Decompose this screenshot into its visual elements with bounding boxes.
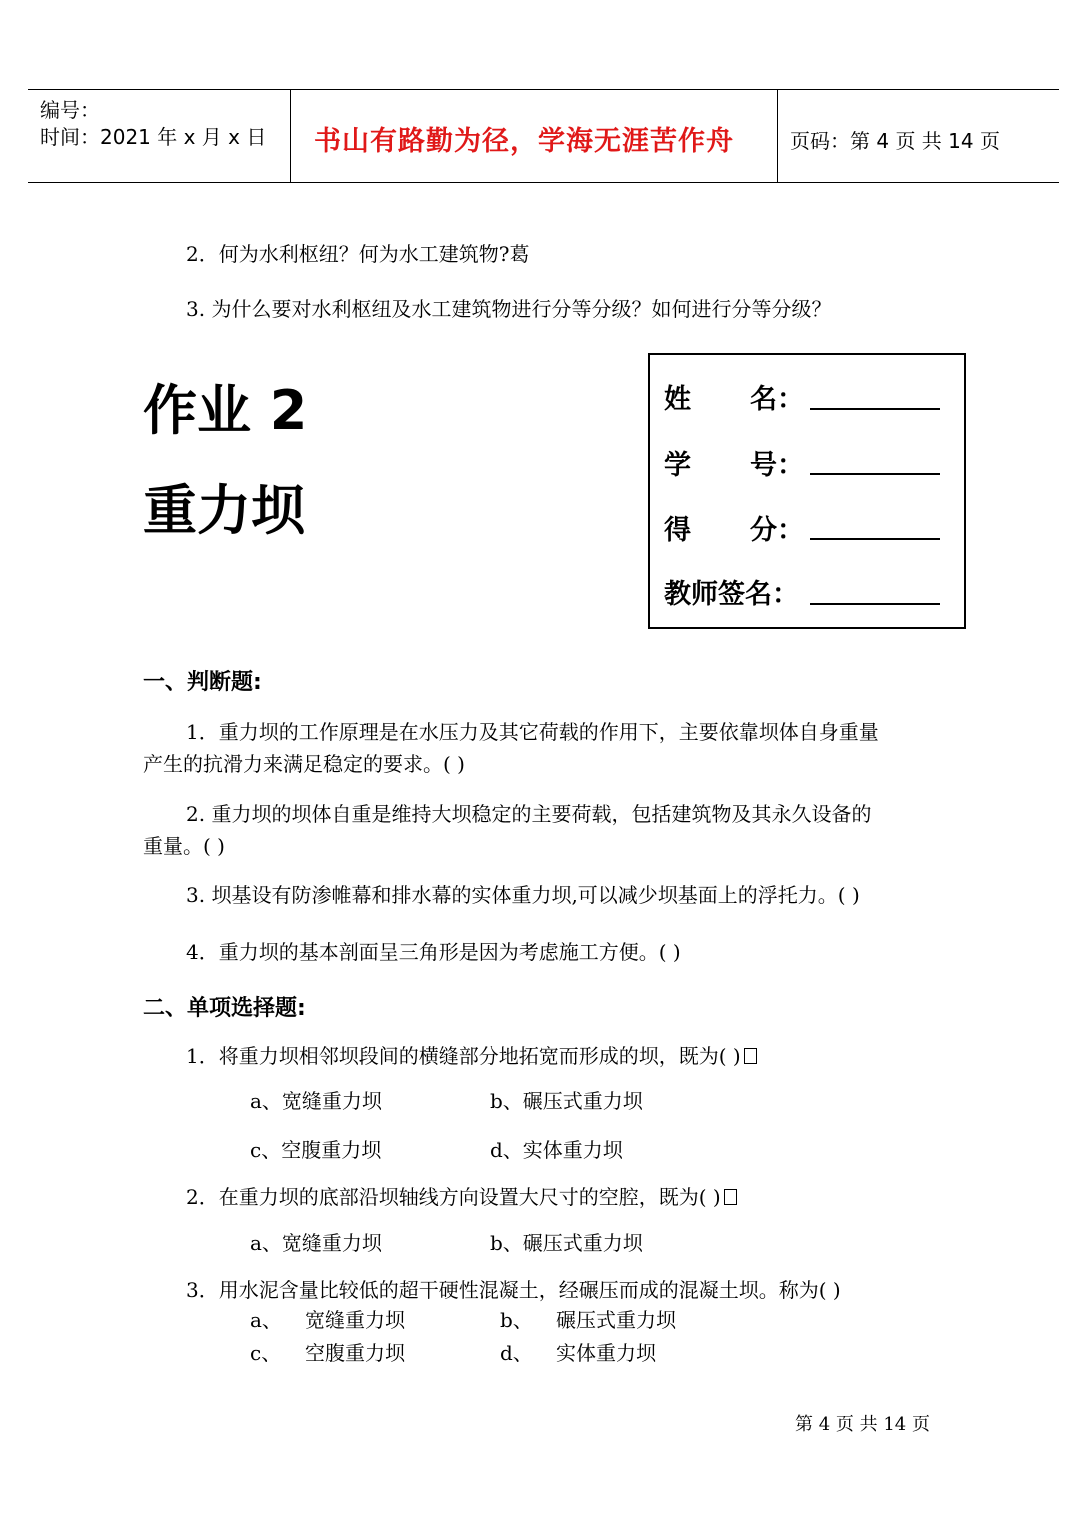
mc-q1-option-c: c、空腹重力坝	[250, 1138, 382, 1162]
mc-q3-option-a: 宽缝重力坝	[305, 1308, 405, 1332]
assignment-subtitle: 重力坝	[143, 479, 305, 542]
mc-question-2-text: 2．在重力坝的底部沿坝轴线方向设置大尺寸的空腔，既为( )	[186, 1185, 721, 1209]
teacher-signature-blank[interactable]	[810, 603, 940, 605]
tf-question-3: 3. 坝基设有防渗帷幕和排水幕的实体重力坝,可以减少坝基面上的浮托力。( )	[186, 883, 860, 907]
box-glyph-icon	[724, 1189, 737, 1205]
score-label: 分：	[750, 515, 804, 546]
mc-q3-option-c-key: c、	[250, 1341, 282, 1365]
mc-q1-option-d: d、实体重力坝	[490, 1138, 623, 1162]
tf-question-2-line2: 重量。( )	[143, 834, 225, 858]
mc-question-1	[186, 1040, 757, 1069]
name-label-char: 姓	[664, 384, 691, 415]
teacher-signature-label: 教师签名：	[664, 579, 799, 610]
mc-q2-option-a: a、宽缝重力坝	[250, 1231, 382, 1255]
header-divider-left	[290, 89, 291, 182]
mc-question-3: 3．用水泥含量比较低的超干硬性混凝土，经碾压而成的混凝土坝。称为( )	[186, 1278, 841, 1302]
tf-question-1-line1: 1．重力坝的工作原理是在水压力及其它荷载的作用下，主要依靠坝体自身重量	[186, 720, 879, 744]
header-motto: 书山有路勤为径，学海无涯苦作舟	[314, 126, 734, 157]
header-bottom-rule	[28, 182, 1059, 183]
header-page-info: 页码：第 4 页 共 14 页	[790, 129, 1000, 153]
header-divider-right	[777, 89, 778, 182]
time-label: 时间：2021 年 x 月 x 日	[40, 125, 267, 149]
serial-label: 编号：	[40, 98, 100, 122]
section-true-false-heading: 一、判断题:	[143, 670, 262, 695]
tf-question-4: 4．重力坝的基本剖面呈三角形是因为考虑施工方便。( )	[186, 940, 681, 964]
student-id-label-char: 学	[664, 450, 691, 481]
mc-q3-option-a-key: a、	[250, 1308, 282, 1332]
mc-q3-option-d-key: d、	[500, 1341, 533, 1365]
student-id-label: 号：	[750, 450, 804, 481]
score-label-char: 得	[664, 515, 691, 546]
name-label: 名：	[750, 384, 804, 415]
mc-q1-option-a: a、宽缝重力坝	[250, 1089, 382, 1113]
assignment-title: 作业 2	[143, 379, 308, 442]
intro-question-3: 3. 为什么要对水利枢纽及水工建筑物进行分等分级？如何进行分等分级？	[186, 297, 832, 321]
mc-q3-option-d: 实体重力坝	[556, 1341, 656, 1365]
intro-question-2: 2．何为水利枢纽？何为水工建筑物?葛	[186, 242, 530, 266]
tf-question-2-line1: 2. 重力坝的坝体自重是维持大坝稳定的主要荷载，包括建筑物及其永久设备的	[186, 802, 872, 826]
score-blank[interactable]	[810, 538, 940, 540]
mc-q3-option-b: 碾压式重力坝	[556, 1308, 676, 1332]
mc-q1-option-b: b、碾压式重力坝	[490, 1089, 643, 1113]
mc-q3-option-b-key: b、	[500, 1308, 533, 1332]
mc-question-1-text: 1．将重力坝相邻坝段间的横缝部分地拓宽而形成的坝，既为( )	[186, 1044, 741, 1068]
student-id-blank[interactable]	[810, 473, 940, 475]
header-top-rule	[28, 89, 1059, 90]
tf-question-1-line2: 产生的抗滑力来满足稳定的要求。( )	[143, 752, 465, 776]
mc-question-2	[186, 1181, 737, 1210]
page-footer: 第 4 页 共 14 页	[795, 1414, 930, 1435]
mc-q2-option-b: b、碾压式重力坝	[490, 1231, 643, 1255]
box-glyph-icon	[744, 1048, 757, 1064]
name-blank[interactable]	[810, 408, 940, 410]
section-single-choice-heading: 二、单项选择题:	[143, 996, 306, 1021]
mc-q3-option-c: 空腹重力坝	[305, 1341, 405, 1365]
